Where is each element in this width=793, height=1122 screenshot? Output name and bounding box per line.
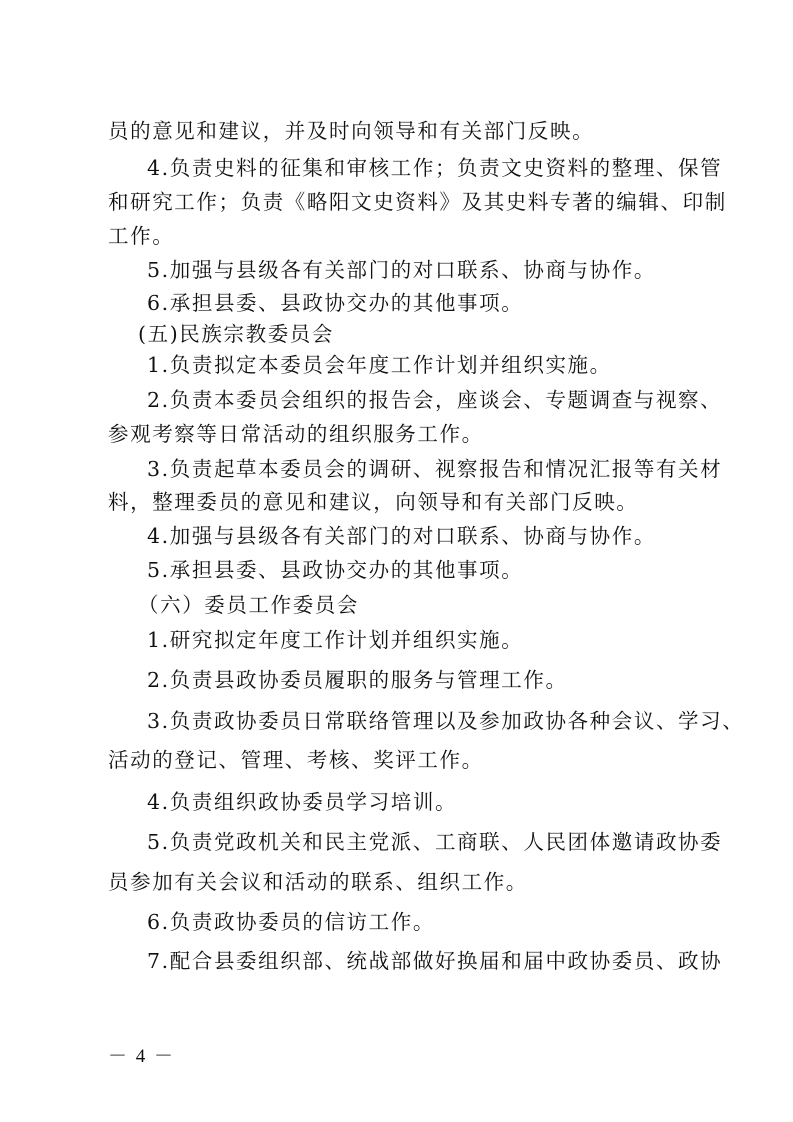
text-line: 5.负责党政机关和民主党派、工商联、人民团体邀请政协委 [147, 830, 723, 854]
text-line: 4.加强与县级各有关部门的对口联系、协商与协作。 [147, 524, 656, 548]
text-line: 活动的登记、管理、考核、奖评工作。 [108, 748, 484, 772]
text-line: 6.承担县委、县政协交办的其他事项。 [147, 291, 524, 315]
text-line: 1.研究拟定年度工作计划并组织实施。 [147, 628, 524, 652]
text-line: 2.负责县政协委员履职的服务与管理工作。 [147, 668, 568, 692]
text-line: 1.负责拟定本委员会年度工作计划并组织实施。 [147, 353, 612, 377]
text-line: 料，整理委员的意见和建议，向领导和有关部门反映。 [108, 490, 639, 514]
text-line: 4.负责史料的征集和审核工作；负责文史资料的整理、保管 [147, 156, 723, 180]
section-heading: (五)民族宗教委员会 [138, 322, 334, 346]
text-line: 7.配合县委组织部、统战部做好换届和届中政协委员、政协 [147, 949, 723, 973]
text-line: 工作。 [108, 224, 175, 248]
text-line: 和研究工作；负责《略阳文史资料》及其史料专著的编辑、印制 [108, 190, 727, 214]
text-line: 6.负责政协委员的信访工作。 [147, 910, 435, 934]
text-line: 员的意见和建议，并及时向领导和有关部门反映。 [108, 119, 595, 143]
text-line: 2.负责本委员会组织的报告会，座谈会、专题调查与视察、 [147, 388, 723, 412]
text-line: 4.负责组织政协委员学习培训。 [147, 790, 458, 814]
text-line: 参观考察等日常活动的组织服务工作。 [108, 422, 484, 446]
page-number: － 4 － [108, 1046, 176, 1067]
text-line: 员参加有关会议和活动的联系、组织工作。 [108, 870, 528, 894]
text-line: 5.加强与县级各有关部门的对口联系、协商与协作。 [147, 258, 656, 282]
text-line: 5.承担县委、县政协交办的其他事项。 [147, 558, 524, 582]
text-line: 3.负责起草本委员会的调研、视察报告和情况汇报等有关材 [147, 457, 723, 481]
section-heading: （六）委员工作委员会 [138, 593, 359, 617]
text-line: 3.负责政协委员日常联络管理以及参加政协各种会议、学习、 [147, 709, 745, 733]
